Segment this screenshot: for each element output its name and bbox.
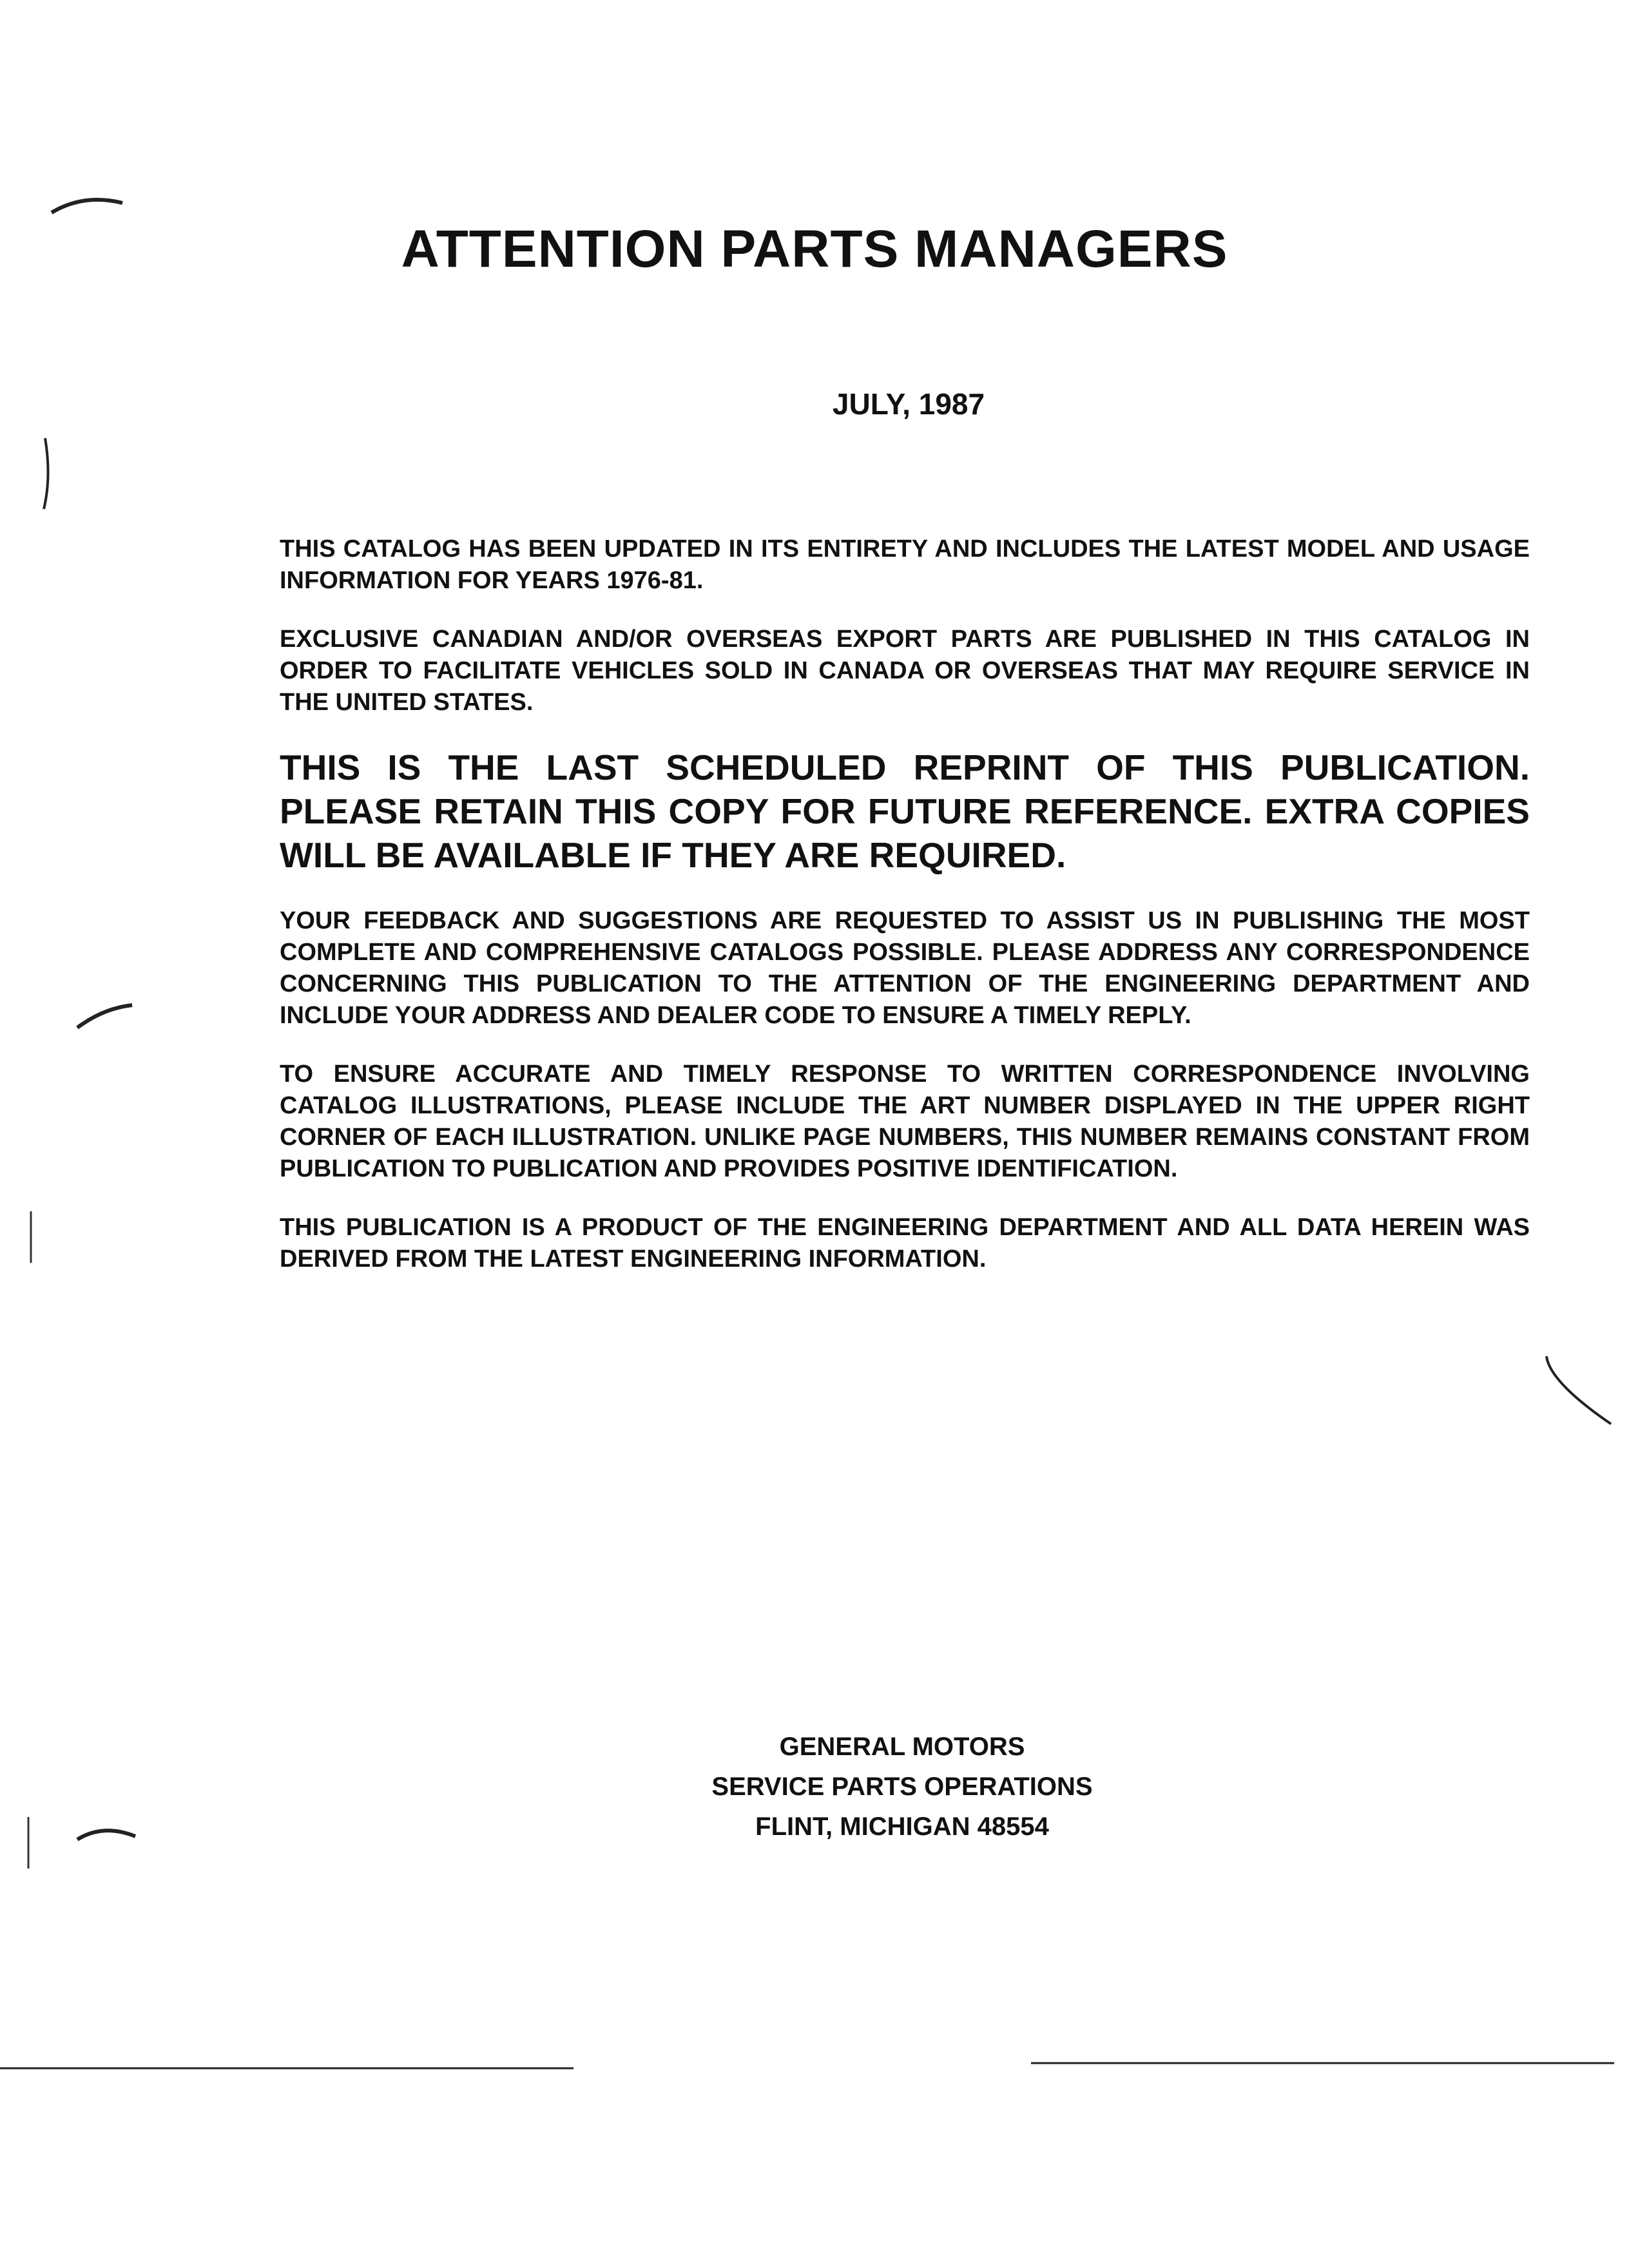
scan-mark-right-diagonal	[1547, 1356, 1611, 1424]
paragraph-feedback: YOUR FEEDBACK AND SUGGESTIONS ARE REQUESTED TO ASSIST US IN PUBLISHING THE MOST COMPLETE AND COMPREHENSIVE CATALOGS POSSIBLE. PLEASE ADDRESS ANY CORRESPONDENCE CONCERNING THIS PUBLICATION TO THE ATTENTION OF THE ENGINEERING DEPARTMENT AND INCLUDE YOUR ADDRESS AND DEALER CODE TO ENSURE A TIMELY REPLY.	[280, 907, 1530, 1029]
paragraph-catalog-update: THIS CATALOG HAS BEEN UPDATED IN ITS ENTIRETY AND INCLUDES THE LATEST MODEL AND USAGE INFORMATION FOR YEARS 1976-81.	[280, 535, 1530, 594]
paragraph-last-reprint: THIS IS THE LAST SCHEDULED REPRINT OF THIS PUBLICATION. PLEASE RETAIN THIS COPY FOR FUTURE REFERENCE. EXTRA COPIES WILL BE AVAILABLE IF THEY ARE REQUIRED.	[280, 747, 1530, 875]
notice-body	[280, 533, 1530, 1302]
scan-mark-lower-left	[77, 1831, 135, 1840]
paragraph-art-number: TO ENSURE ACCURATE AND TIMELY RESPONSE TO WRITTEN CORRESPONDENCE INVOLVING CATALOG ILLUSTRATIONS, PLEASE INCLUDE THE ART NUMBER DISPLAYED IN THE UPPER RIGHT CORNER OF EACH ILLUSTRATION. UNLIKE PAGE NUMBERS, THIS NUMBER REMAINS CONSTANT FROM PUBLICATION TO PUBLICATION AND PROVIDES POSITIVE IDENTIFICATION.	[280, 1061, 1530, 1182]
page-title: ATTENTION PARTS MANAGERS	[401, 220, 1228, 278]
signature-division: SERVICE PARTS OPERATIONS	[711, 1773, 1093, 1801]
signature-address: FLINT, MICHIGAN 48554	[755, 1812, 1049, 1841]
signature-company: GENERAL MOTORS	[779, 1733, 1025, 1761]
scan-mark-left-bracket	[44, 438, 48, 509]
paragraph-export-parts: EXCLUSIVE CANADIAN AND/OR OVERSEAS EXPORT PARTS ARE PUBLISHED IN THIS CATALOG IN ORDER TO FACILITATE VEHICLES SOLD IN CANADA OR OVERSEAS THAT MAY REQUIRE SERVICE IN THE UNITED STATES.	[280, 626, 1530, 716]
paragraph-engineering-source: THIS PUBLICATION IS A PRODUCT OF THE ENGINEERING DEPARTMENT AND ALL DATA HEREIN WAS DERIVED FROM THE LATEST ENGINEERING INFORMATION.	[280, 1214, 1530, 1273]
scan-mark-top-left	[52, 200, 122, 213]
publication-date: JULY, 1987	[832, 387, 985, 421]
scan-mark-middle-left	[77, 1005, 132, 1028]
signature-block	[644, 1727, 1160, 1847]
